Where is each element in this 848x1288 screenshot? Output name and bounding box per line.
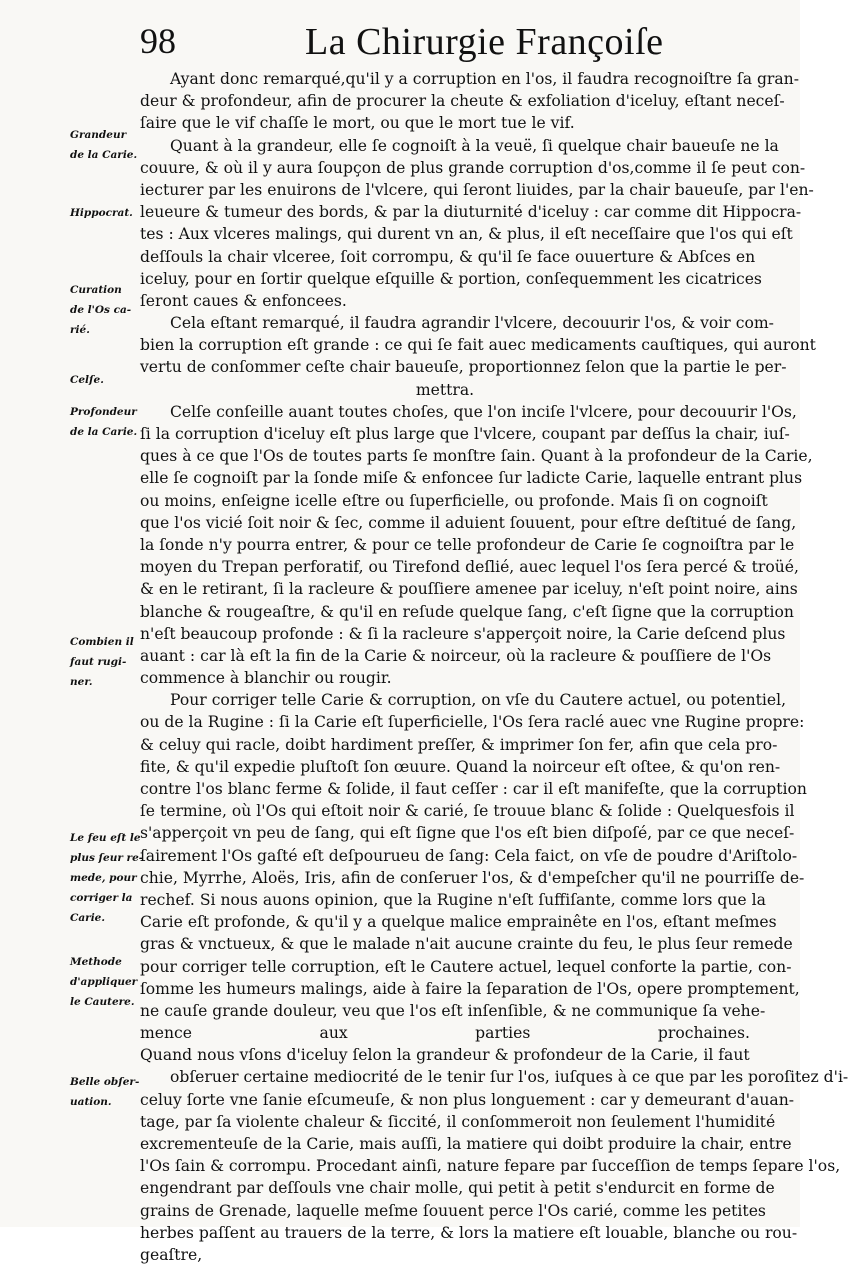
text-line: l'Os ſain & corrompu. Procedant ainſi, nature fepare par ſucceſſion de temps ſepare l'os, bbox=[140, 1157, 841, 1176]
text-line: auant : car là eſt la fin de la Carie & noirceur, où la racleure & pouſſiere de l'Os bbox=[140, 646, 772, 665]
text-line: ques à ce que l'Os de toutes parts ſe monſtre ſain. Quant à la profondeur de la Carie, bbox=[140, 447, 813, 466]
margin-note bbox=[70, 280, 142, 340]
text-line: ſeront caues & enfoncees. bbox=[140, 291, 347, 310]
text-line: deſſouls la chair vlceree, ſoit corrompu, & qu'il ſe face ouuerture & Abſces en bbox=[140, 247, 756, 266]
text-line: Ayant donc remarqué,qu'il y a corruption en l'os, il faudra recognoiſtre ſa gran- bbox=[170, 70, 799, 88]
text-line: que l'os vicié ſoit noir & ſec, comme il aduient ſouuent, pour eſtre deſtitué de ſang, bbox=[140, 513, 797, 532]
running-title: La Chirurgie Françoiſe bbox=[305, 21, 664, 63]
margin-note-line: mede, pour bbox=[70, 872, 137, 884]
text-line: excrementeuſe de la Carie, mais auſſi, la matiere qui doibt produire la chair, entre bbox=[140, 1135, 792, 1153]
text-line bbox=[140, 1266, 750, 1288]
margin-note-line: Hippocrat. bbox=[70, 207, 133, 219]
margin-note-line: Le feu eſt le bbox=[70, 832, 141, 844]
margin-note bbox=[70, 632, 142, 692]
text-line: Pour corriger telle Carie & corruption, on vſe du Cautere actuel, ou potentiel, bbox=[170, 691, 787, 710]
margin-note-line: uation. bbox=[70, 1096, 112, 1108]
margin-note-line: de l'Os ca- bbox=[70, 304, 132, 316]
margin-note-line: Curation bbox=[70, 284, 122, 296]
text-line: herbes paſſent au trauers de la terre, & lors la matiere eſt louable, blanche ou rou- bbox=[140, 1223, 798, 1242]
text-line: Quand nous vſons d'iceluy ſelon la grandeur & profondeur de la Carie, il faut bbox=[140, 1046, 750, 1065]
text-line: geaſtre, bbox=[140, 1245, 203, 1264]
text-line: ou de la Rugine : ſi la Carie eſt ſuperficielle, l'Os ſera raclé auec vne Rugine propre: bbox=[140, 713, 805, 732]
text-line: ſaire que le vif chaſſe le mort, ou que le mort tue le vif. bbox=[140, 114, 575, 133]
text-line: Carie eſt profonde, & qu'il y a quelque malice emprainête en l'os, eſtant meſmes bbox=[140, 913, 777, 932]
text-line: la ſonde n'y pourra entrer, & pour ce telle profondeur de Carie ſe cognoiſtra par le bbox=[140, 535, 795, 554]
margin-note-line: corriger la bbox=[70, 892, 133, 904]
text-line: moyen du Trepan perforatif, ou Tirefond deſlié, auec lequel l'os ſera percé & troüé, bbox=[140, 558, 799, 577]
margin-note-line: Methode bbox=[70, 956, 122, 968]
text-line: elle ſe cognoiſt par la ſonde miſe & enfoncee ſur ladicte Carie, laquelle entrant plus bbox=[140, 469, 803, 488]
text-line: chie, Myrrhe, Aloës, Iris, afin de conſeruer l'os, & d'empeſcher qu'il ne pourriſſe de- bbox=[140, 868, 805, 887]
text-line: Quant à la grandeur, elle ſe cognoiſt à la veuë, ſi quelque chair baueuſe ne la bbox=[170, 136, 779, 155]
margin-note-line: ner. bbox=[70, 676, 93, 688]
text-line: obſeruer certaine mediocrité de le tenir ſur l'os, iuſques à ce que par les poroſitez d'i- bbox=[170, 1068, 848, 1087]
text-line: contre l'os blanc ferme & ſolide, il faut ceſſer : car il eſt manifeſte, que la corruption bbox=[140, 780, 807, 798]
text-line: leueure & tumeur des bords, & par la diuturnité d'iceluy : car comme dit Hippocra- bbox=[140, 203, 802, 222]
text-line: ſi la corruption d'iceluy eſt plus large que l'vlcere, coupant par deſſus la chair, iuſ- bbox=[140, 425, 790, 443]
text-line: gras & vnctueux, & que le malade n'ait aucune crainte du feu, le plus ſeur remede bbox=[140, 935, 793, 954]
text-line: mettra. bbox=[415, 380, 475, 399]
margin-note-line: Carie. bbox=[70, 912, 106, 924]
text-line: ſairement l'Os gaſté eſt deſpourueu de ſang: Cela faict, on vſe de poudre d'Ariſtolo- bbox=[140, 846, 798, 865]
margin-note bbox=[70, 402, 142, 442]
margin-note-line: le Cautere. bbox=[70, 996, 135, 1008]
text-line: & celuy qui racle, doibt hardiment preſſer, & imprimer ſon fer, afin que cela pro- bbox=[140, 735, 778, 754]
text-line: rechef. Si nous auons opinion, que la Rugine n'eſt ſuffiſante, comme lors que la bbox=[140, 890, 766, 909]
margin-note bbox=[70, 1072, 142, 1112]
margin-note-line: rié. bbox=[70, 324, 90, 336]
margin-note bbox=[70, 125, 142, 165]
text-line: mence aux parties prochaines. bbox=[140, 1024, 750, 1043]
margin-note-line: faut rugi- bbox=[70, 656, 127, 668]
text-line: n'eſt beaucoup profonde : & ſi la racleure s'apperçoit noire, la Carie deſcend plus bbox=[140, 624, 786, 643]
margin-note-line: d'appliquer bbox=[70, 976, 138, 988]
main-text bbox=[140, 68, 848, 1288]
text-line: grains de Grenade, laquelle meſme ſouuent perce l'Os carié, comme les petites bbox=[140, 1201, 766, 1220]
text-line: Cela eſtant remarqué, il faudra agrandir l'vlcere, decouurir l'os, & voir com- bbox=[170, 314, 774, 333]
text-line: fite, & qu'il expedie pluſtoſt ſon œuure. Quand la noirceur eſt oſtee, & qu'on ren- bbox=[140, 757, 781, 776]
text-line: & en le retirant, ſi la racleure & pouſſiere amenee par iceluy, n'eſt point noire, ains bbox=[140, 580, 798, 599]
margin-note-line: Belle obſer- bbox=[70, 1076, 140, 1088]
text-line: iecturer par les enuirons de l'vlcere, qui ſeront liuides, par la chair baueuſe, par l'en- bbox=[140, 180, 814, 199]
margin-note-line: plus ſeur re- bbox=[70, 852, 144, 864]
text-line: bien la corruption eſt grande : ce qui ſe fait auec medicaments cauſtiques, qui auront bbox=[140, 336, 816, 355]
text-line: iceluy, pour en ſortir quelque eſquille & portion, conſequemment les cicatrices bbox=[140, 269, 762, 288]
text-line: Celſe conſeille auant toutes choſes, que l'on inciſe l'vlcere, pour decouurir l'Os, bbox=[170, 402, 797, 421]
text-line: tes : Aux vlceres malings, qui durent vn an, & plus, il eſt neceſſaire que l'os qui eſt bbox=[140, 225, 793, 244]
margin-note bbox=[70, 828, 142, 928]
text-line: deur & profondeur, afin de procurer la cheute & exfoliation d'iceluy, eſtant neceſ- bbox=[140, 92, 785, 111]
page-number: 98 bbox=[140, 21, 176, 61]
text-line: tage, par ſa violente chaleur & ſiccité, il conſommeroit non ſeulement l'humidité bbox=[140, 1112, 776, 1131]
text-line: ne cauſe grande douleur, veu que l'os eſt inſenſible, & ne communique ſa vehe- bbox=[140, 1001, 766, 1020]
page-header bbox=[140, 20, 750, 70]
text-line: ſe termine, où l'Os qui eſtoit noir & carié, ſe trouue blanc & ſolide : Quelquesfois il bbox=[140, 802, 795, 821]
text-line: commence à blanchir ou rougir. bbox=[140, 669, 392, 688]
text-line: s'apperçoit vn peu de ſang, qui eſt ſigne que l'os eſt bien diſpoſé, par ce que neceſ- bbox=[140, 824, 795, 843]
text-line: ſomme les humeurs malings, aide à faire la ſeparation de l'Os, opere promptement, bbox=[140, 979, 800, 998]
text-line: blanche & rougeaſtre, & qu'il en reſude quelque ſang, c'eſt ſigne que la corruption bbox=[140, 602, 794, 621]
margin-note-line: Grandeur bbox=[70, 129, 127, 141]
text-line: couure, & où il y aura ſoupçon de plus grande corruption d'os,comme il ſe peut con- bbox=[140, 158, 806, 177]
margin-note-line: de la Carie. bbox=[70, 149, 138, 161]
margin-note bbox=[70, 203, 142, 223]
text-line: vertu de conſommer ceſte chair baueuſe, proportionnez ſelon que la partie le per- bbox=[140, 358, 787, 377]
text-line: ou moins, enſeigne icelle eſtre ou ſuperficielle, ou profonde. Mais ſi on cognoiſt bbox=[140, 491, 768, 510]
text-line: pour corriger telle corruption, eſt le Cautere actuel, lequel conforte la partie, con- bbox=[140, 957, 792, 976]
margin-note bbox=[70, 370, 142, 390]
text-line: engendrant par deſſouls vne chair molle, qui petit à petit s'endurcit en forme de bbox=[140, 1179, 775, 1198]
margin-note-line: Celſe. bbox=[70, 374, 104, 386]
text-line: celuy ſorte vne ſanie eſcumeuſe, & non plus longuement : car y demeurant d'auan- bbox=[140, 1090, 795, 1109]
margin-note-line: de la Carie. bbox=[70, 426, 138, 438]
margin-note bbox=[70, 952, 142, 1012]
margin-note-line: Combien il bbox=[70, 636, 134, 648]
margin-note-line: Profondeur bbox=[70, 406, 137, 418]
